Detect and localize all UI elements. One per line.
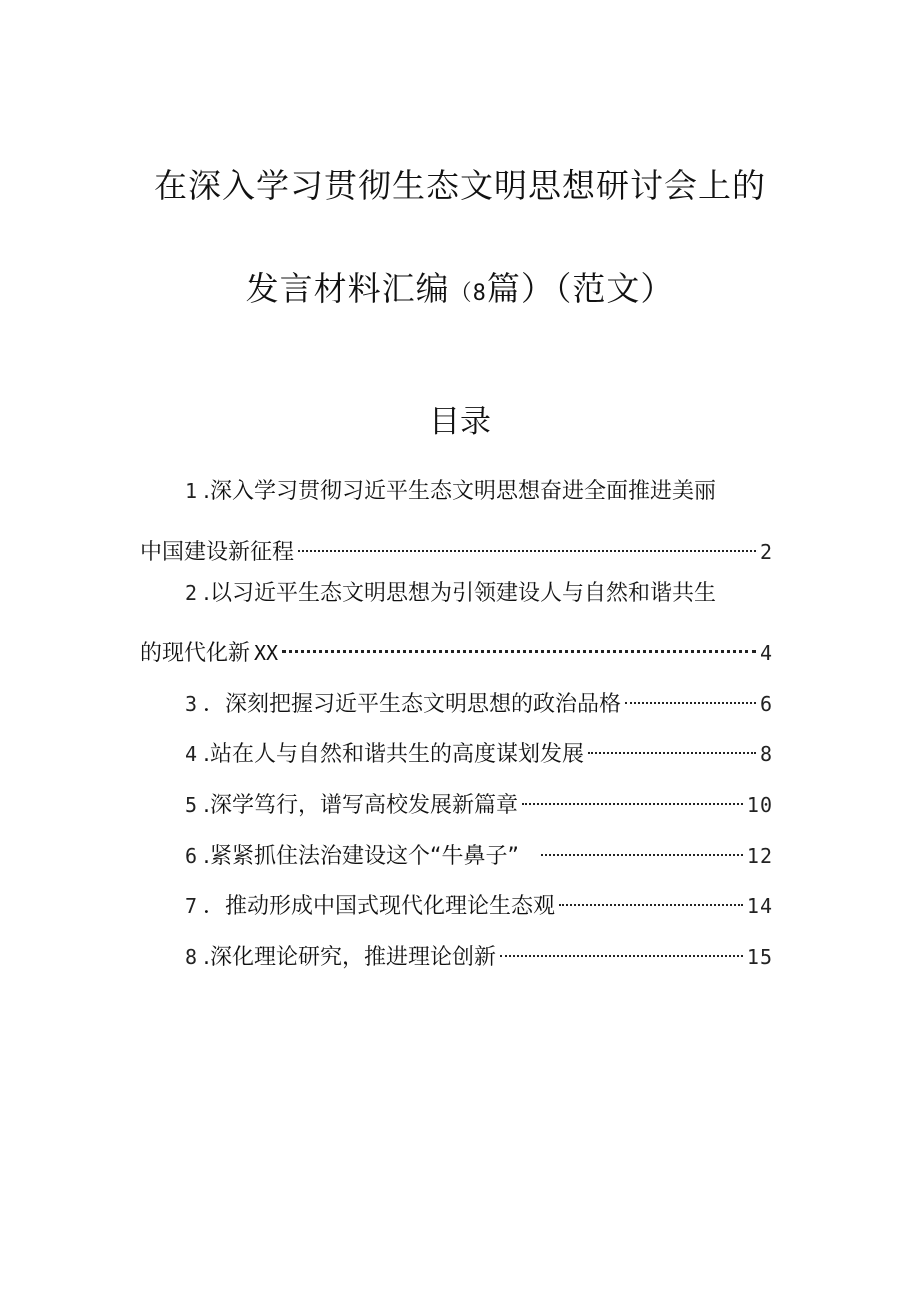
toc-item-text: .紧紧抓住法治建设这个“牛鼻子”: [203, 844, 519, 869]
toc-item-number: 8: [185, 945, 198, 969]
toc-item-3[interactable]: [185, 677, 773, 717]
title-main-text: 发言材料汇编: [245, 269, 450, 308]
toc-item-number: 6: [185, 844, 198, 868]
toc-item-7[interactable]: [185, 879, 773, 919]
toc-item-number: 3: [185, 692, 198, 716]
toc-item-text: .站在人与自然和谐共生的高度谋划发展: [203, 742, 585, 767]
toc-item-text: ．深刻把握习近平生态文明思想的政治品格: [203, 692, 622, 717]
toc-leader-dots: [559, 879, 743, 913]
toc-item-5[interactable]: [185, 778, 773, 818]
toc-page-number: 10: [746, 793, 773, 817]
toc-item-2-line-2[interactable]: [140, 626, 773, 666]
document-title-line-1: 在深入学习贯彻生态文明思想研讨会上的: [154, 166, 766, 205]
toc-leader-dots: [298, 525, 756, 559]
toc-leader-dots: [282, 626, 756, 660]
toc-item-text: 的现代化新: [140, 641, 251, 666]
toc-leader-dots: [500, 930, 743, 964]
toc-item-number: 2: [185, 581, 198, 605]
toc-heading: 目录: [429, 404, 491, 440]
toc-page-number: 15: [746, 945, 773, 969]
toc-item-4[interactable]: [185, 727, 773, 767]
toc-item-text: .深学笃行，谱写高校发展新篇章: [203, 793, 519, 818]
toc-item-text: .深化理论研究，推进理论创新: [203, 945, 497, 970]
title-count: 8: [472, 281, 487, 306]
toc-page-number: 2: [759, 540, 773, 564]
document-title-line-2: [0, 267, 920, 316]
toc-item-text: .深入学习贯彻习近平生态文明思想奋进全面推进美丽: [203, 479, 717, 504]
toc-item-number: 7: [185, 894, 198, 918]
toc-item-6[interactable]: [185, 829, 773, 869]
toc-item-text: ．推动形成中国式现代化理论生态观: [203, 894, 556, 919]
toc-page-number: 4: [759, 641, 773, 665]
toc-item-text: .以习近平生态文明思想为引领建设人与自然和谐共生: [203, 581, 717, 606]
toc-leader-dots: [625, 677, 756, 711]
toc-item-number: 4: [185, 742, 198, 766]
toc-page-number: 8: [759, 742, 773, 766]
toc-leader-dots: [541, 829, 743, 863]
toc-leader-dots: [522, 778, 743, 812]
toc-item-text-suffix: XX: [254, 641, 279, 665]
title-rest-text: 篇）（范文）: [486, 269, 675, 308]
toc-item-number: 1: [185, 479, 198, 503]
toc-item-number: 5: [185, 793, 198, 817]
toc-item-8[interactable]: [185, 930, 773, 970]
title-paren-open: （: [449, 281, 473, 306]
toc-item-text: 中国建设新征程: [140, 540, 295, 565]
toc-item-1-line-2[interactable]: [140, 525, 773, 565]
toc-leader-dots: [588, 727, 756, 761]
toc-page-number: 6: [759, 692, 773, 716]
toc-page-number: 14: [746, 894, 773, 918]
toc-item-1-line-1[interactable]: [185, 474, 716, 509]
toc-page-number: 12: [746, 844, 773, 868]
toc-item-2-line-1[interactable]: [185, 576, 716, 611]
